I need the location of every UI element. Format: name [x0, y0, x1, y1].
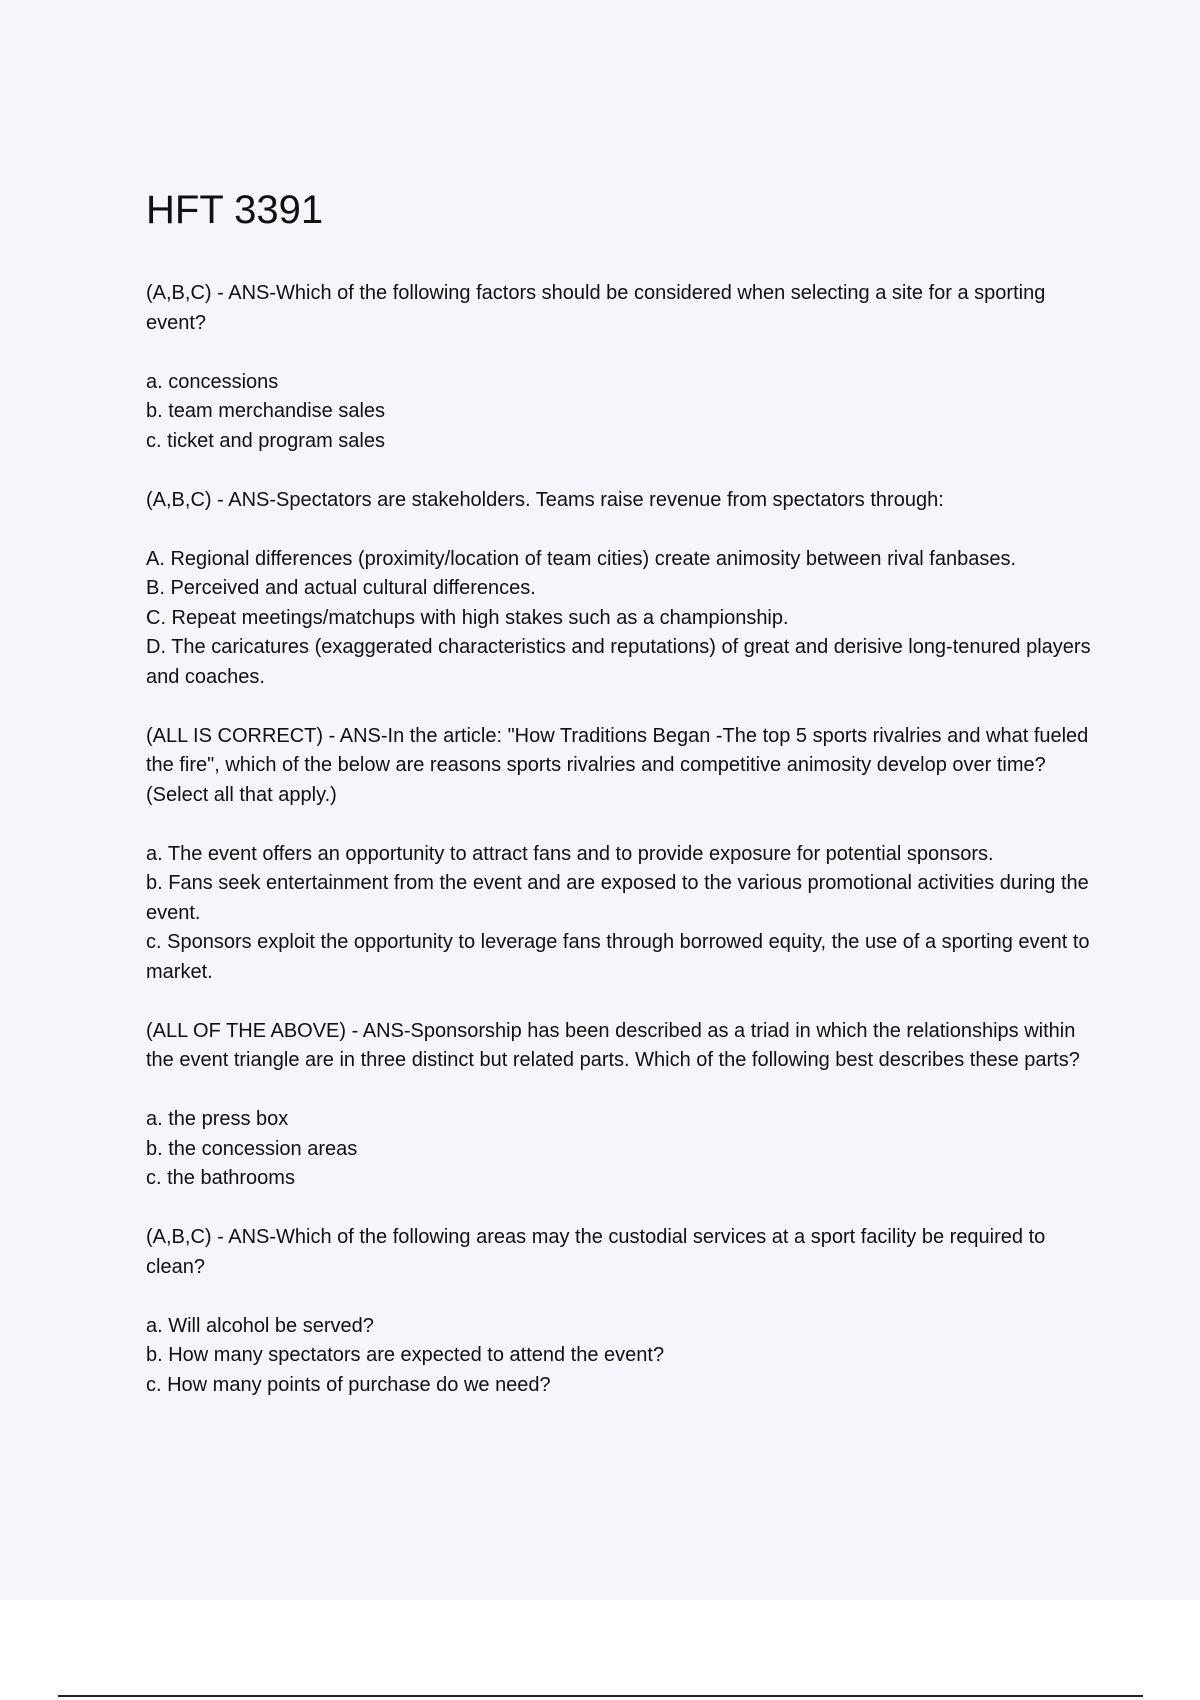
option-2a: A. Regional differences (proximity/location of team cities) create animosity between rival fanbases. [146, 547, 1017, 570]
option-2c: C. Repeat meetings/matchups with high stakes such as a championship. [146, 606, 789, 629]
option-1a: a. concessions [146, 370, 279, 393]
answer-options [146, 545, 1096, 693]
document-content [146, 185, 1096, 1430]
answer-options [146, 368, 1096, 457]
answer-options [146, 840, 1096, 988]
answer-options [146, 1312, 1096, 1401]
option-4b: b. the concession areas [146, 1137, 358, 1160]
footer-divider [58, 1695, 1143, 1697]
option-3a: a. The event offers an opportunity to attract fans and to provide exposure for potential sponsors. [146, 842, 994, 865]
question-text [146, 1223, 1096, 1282]
option-5b: b. How many spectators are expected to attend the event? [146, 1344, 665, 1366]
option-2b: B. Perceived and actual cultural differences. [146, 577, 536, 599]
document-title: HFT 3391 [146, 188, 324, 232]
option-3b: b. Fans seek entertainment from the event and are exposed to the various promotional activities during the event. [146, 872, 1089, 924]
option-2d: D. The caricatures (exaggerated characteristics and reputations) of great and derisive long-tenured players and coaches. [146, 636, 1091, 688]
option-1c: c. ticket and program sales [146, 429, 385, 452]
option-3c: c. Sponsors exploit the opportunity to leverage fans through borrowed equity, the use of a sporting event to market. [146, 931, 1090, 983]
option-5a: a. Will alcohol be served? [146, 1314, 374, 1337]
option-4a: a. the press box [146, 1108, 289, 1130]
question-text [146, 1017, 1096, 1076]
question-text [146, 722, 1096, 811]
question-text [146, 486, 1096, 516]
answer-options [146, 1105, 1096, 1194]
question-1: (A,B,C) - ANS-Which of the following factors should be considered when selecting a site for a sporting event? [146, 282, 1046, 334]
question-2: (A,B,C) - ANS-Spectators are stakeholders. Teams raise revenue from spectators through: [146, 488, 944, 511]
option-4c: c. the bathrooms [146, 1167, 295, 1189]
option-5c: c. How many points of purchase do we need? [146, 1373, 551, 1396]
question-text [146, 279, 1096, 338]
question-3: (ALL IS CORRECT) - ANS-In the article: "How Traditions Began -The top 5 sports rivalries and what fueled the fire", which of the below are reasons sports rivalries and competitive animosity develop over time? (Select all that apply.) [146, 724, 1089, 806]
question-5: (A,B,C) - ANS-Which of the following areas may the custodial services at a sport facility be required to clean? [146, 1226, 1046, 1278]
question-4: (ALL OF THE ABOVE) - ANS-Sponsorship has been described as a triad in which the relationships within the event triangle are in three distinct but related parts. Which of the following best describes these parts? [146, 1019, 1080, 1071]
option-1b: b. team merchandise sales [146, 400, 386, 422]
